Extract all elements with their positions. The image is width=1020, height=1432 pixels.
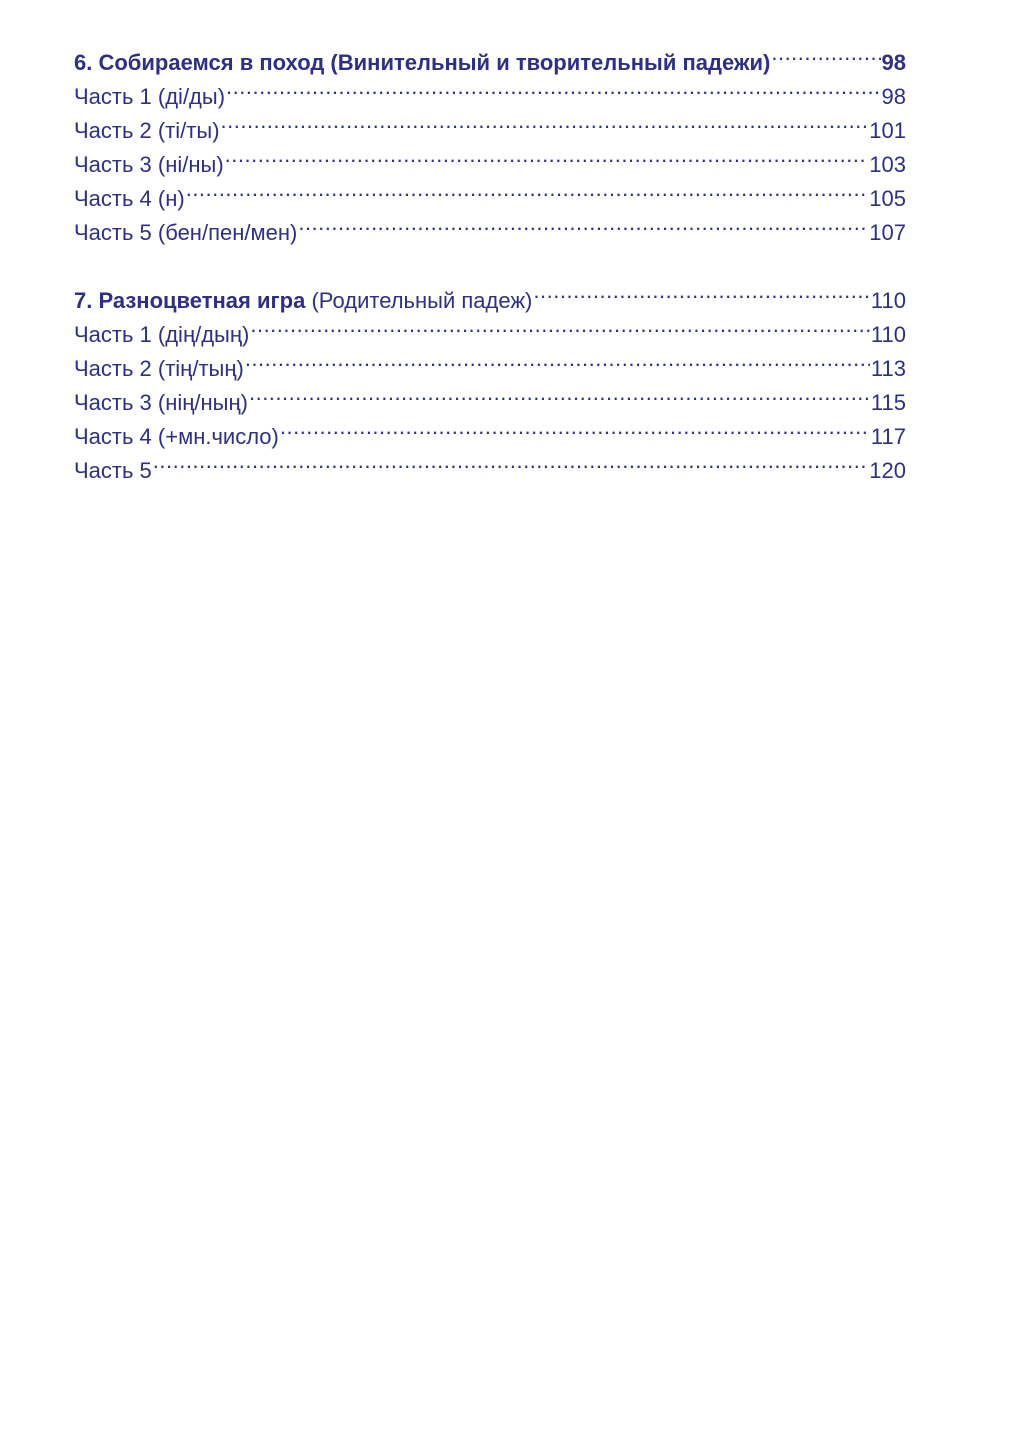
toc-page-number: 103	[869, 152, 906, 177]
toc-page-number: 120	[869, 458, 906, 483]
toc-page-number: 115	[870, 390, 906, 415]
toc-heading-6[interactable]	[74, 36, 906, 75]
dot-leader	[153, 444, 868, 478]
toc-item-label: Часть 4 (н)	[74, 186, 185, 211]
toc-heading-title: 7. Разноцветная игра	[74, 288, 306, 313]
toc-item-label: Часть 5 (бен/пен/мен)	[74, 220, 298, 245]
table-of-contents	[74, 36, 906, 483]
toc-item[interactable]	[74, 444, 906, 483]
dot-leader	[186, 172, 869, 206]
toc-item-label: Часть 2 (ті/ты)	[74, 118, 220, 143]
toc-heading-7[interactable]	[74, 274, 906, 313]
toc-heading-title: 6. Собираемся в поход (Винительный и творительный падежи)	[74, 50, 771, 75]
toc-page-number: 98	[881, 50, 906, 75]
toc-item[interactable]	[74, 172, 906, 211]
dot-leader	[226, 70, 880, 104]
dot-leader	[280, 410, 870, 444]
dot-leader	[245, 342, 870, 376]
toc-item-label: Часть 1 (ді/ды)	[74, 84, 226, 109]
toc-item-label: Часть 5	[74, 458, 152, 483]
toc-page-number: 105	[869, 186, 906, 211]
toc-page-number: 98	[881, 84, 906, 109]
dot-leader	[298, 206, 868, 240]
toc-section-7	[74, 274, 906, 483]
toc-item-label: Часть 4 (+мн.число)	[74, 424, 279, 449]
toc-item-label: Часть 3 (ні/ны)	[74, 152, 224, 177]
toc-item[interactable]	[74, 206, 906, 245]
toc-heading-subtitle: (Родительный падеж)	[311, 288, 533, 313]
toc-section-6	[74, 36, 906, 245]
dot-leader	[221, 104, 869, 138]
toc-item-label: Часть 1 (дің/дың)	[74, 322, 250, 347]
dot-leader	[533, 274, 870, 308]
toc-page-number: 110	[870, 288, 906, 313]
dot-leader	[249, 376, 870, 410]
toc-page-number: 113	[870, 356, 906, 381]
dot-leader	[250, 308, 870, 342]
toc-page-number: 101	[869, 118, 906, 143]
dot-leader	[225, 138, 869, 172]
toc-page-number: 117	[870, 424, 906, 449]
toc-item-label: Часть 2 (тің/тың)	[74, 356, 244, 381]
dot-leader	[771, 36, 880, 70]
toc-page-number: 107	[869, 220, 906, 245]
toc-item-label: Часть 3 (нің/ның)	[74, 390, 248, 415]
toc-page-number: 110	[870, 322, 906, 347]
